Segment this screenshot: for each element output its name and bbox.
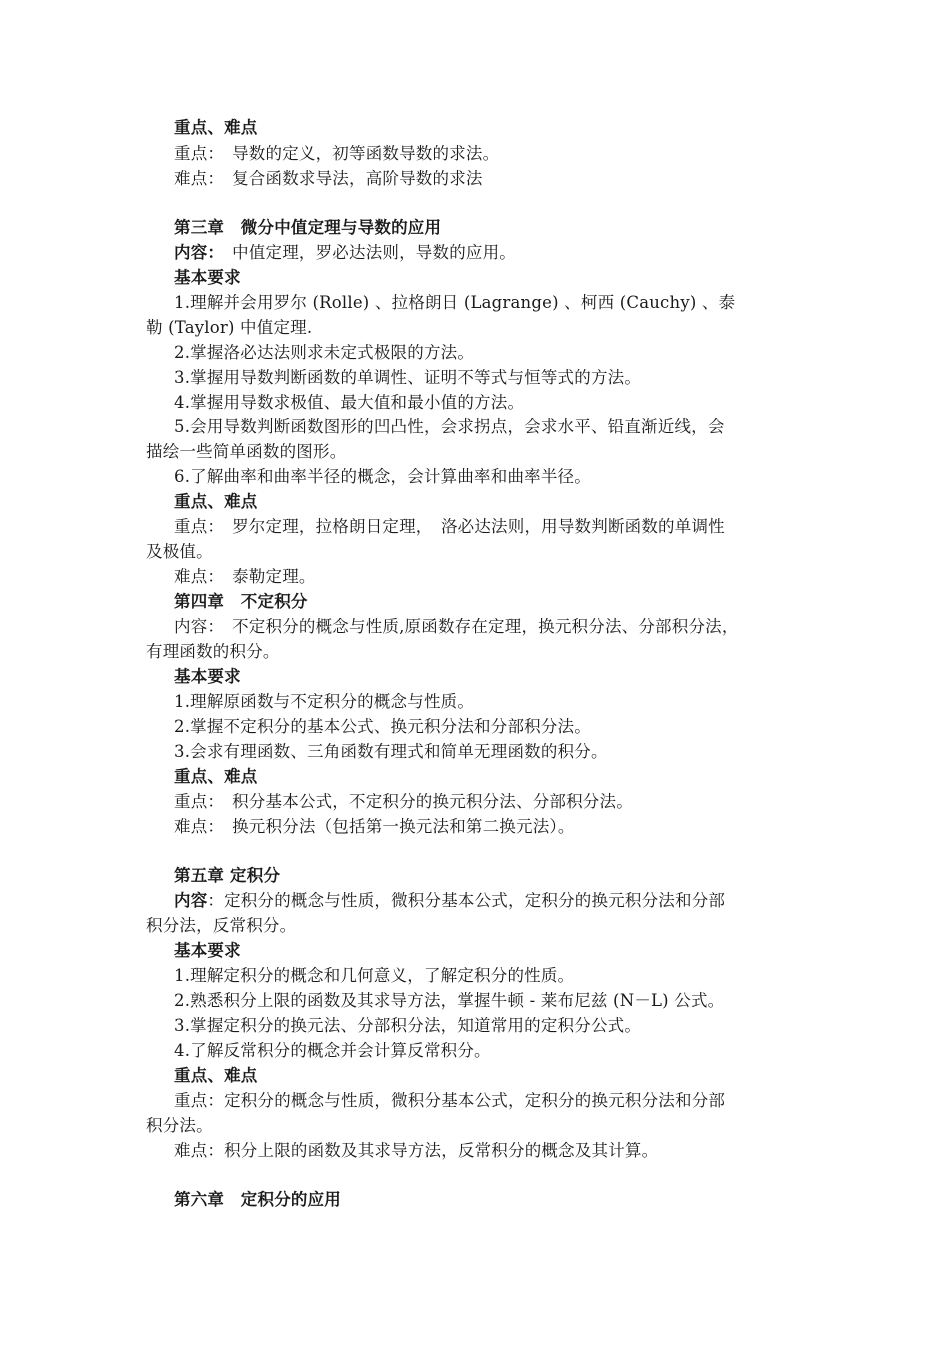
- difficulty-text: 换元积分法（包括第一换元法和第二换元法）。: [232, 817, 575, 836]
- content-line: [0, 615, 739, 639]
- requirement-item: 1.理解并会用罗尔 (Rolle) 、拉格朗日 (Lagrange) 、柯西 (Cauchy) 、泰: [174, 293, 736, 312]
- section-heading: 重点、难点: [174, 118, 258, 137]
- section-heading: 重点、难点: [174, 1066, 258, 1085]
- requirements-heading: 基本要求: [174, 941, 241, 960]
- difficulty-line: [0, 815, 575, 839]
- difficulty-text: 复合函数求导法，高阶导数的求法: [232, 169, 483, 188]
- content-line: [0, 889, 725, 913]
- requirement-item: 3.掌握定积分的换元法、分部积分法，知道常用的定积分公式。: [174, 1016, 642, 1035]
- section-heading: 重点、难点: [174, 767, 258, 786]
- difficulty-label: 难点：: [174, 817, 225, 836]
- section-heading: 重点、难点: [174, 492, 258, 511]
- requirement-item: 5.会用导数判断函数图形的凹凸性，会求拐点，会求水平、铅直渐近线，会: [174, 417, 725, 436]
- content-line-cont: 积分法，反常积分。: [146, 916, 297, 935]
- focus-line: 重点：定积分的概念与性质，微积分基本公式，定积分的换元积分法和分部: [174, 1091, 726, 1110]
- requirement-item: 2.熟悉积分上限的函数及其求导方法，掌握牛顿 - 莱布尼兹 (N－L) 公式。: [174, 991, 725, 1010]
- difficulty-text: 泰勒定理。: [232, 567, 316, 586]
- focus-line-cont: 积分法。: [146, 1116, 213, 1135]
- difficulty-label: 难点：: [174, 169, 225, 188]
- focus-text: 积分基本公式，不定积分的换元积分法、分部积分法。: [232, 792, 633, 811]
- focus-line: [0, 515, 725, 539]
- chapter-title: 第六章 定积分的应用: [174, 1190, 341, 1209]
- chapter-title: 第三章 微分中值定理与导数的应用: [174, 218, 442, 237]
- requirement-item: 2.掌握不定积分的基本公式、换元积分法和分部积分法。: [174, 717, 591, 736]
- focus-line-cont: 及极值。: [146, 542, 213, 561]
- requirement-item: 1.理解原函数与不定积分的概念与性质。: [174, 692, 475, 711]
- difficulty-line: 难点：积分上限的函数及其求导方法，反常积分的概念及其计算。: [174, 1141, 659, 1160]
- content-label: 内容：: [174, 617, 225, 636]
- content-label: 内容：: [174, 243, 225, 262]
- difficulty-line: [0, 565, 316, 589]
- requirement-item: 4.了解反常积分的概念并会计算反常积分。: [174, 1041, 491, 1060]
- requirements-heading: 基本要求: [174, 667, 241, 686]
- requirement-item-cont: 描绘一些简单函数的图形。: [146, 442, 347, 461]
- requirement-item: 4.掌握用导数求极值、最大值和最小值的方法。: [174, 393, 525, 412]
- content-text: 中值定理，罗必达法则，导数的应用。: [232, 243, 517, 262]
- focus-text: 罗尔定理，拉格朗日定理， 洛必达法则，用导数判断函数的单调性: [232, 517, 725, 536]
- focus-label: 重点：: [174, 144, 225, 163]
- focus-label: 重点：: [174, 517, 225, 536]
- content-line-cont: 有理函数的积分。: [146, 642, 280, 661]
- requirement-item-cont: 勒 (Taylor) 中值定理.: [146, 318, 313, 337]
- requirement-item: 1.理解定积分的概念和几何意义，了解定积分的性质。: [174, 966, 575, 985]
- chapter-title: 第五章 定积分: [174, 866, 281, 885]
- difficulty-label: 难点：: [174, 567, 225, 586]
- requirement-item: 2.掌握洛必达法则求未定式极限的方法。: [174, 343, 475, 362]
- requirement-item: 3.会求有理函数、三角函数有理式和简单无理函数的积分。: [174, 742, 608, 761]
- content-line: [0, 241, 516, 265]
- chapter-title: 第四章 不定积分: [174, 592, 308, 611]
- content-text: ：定积分的概念与性质，微积分基本公式，定积分的换元积分法和分部: [207, 891, 726, 910]
- requirement-item: 6.了解曲率和曲率半径的概念，会计算曲率和曲率半径。: [174, 467, 591, 486]
- content-label: 内容: [174, 891, 208, 910]
- focus-text: 导数的定义，初等函数导数的求法。: [232, 144, 500, 163]
- focus-line: [0, 790, 633, 814]
- focus-label: 重点：: [174, 792, 225, 811]
- requirements-heading: 基本要求: [174, 268, 241, 287]
- content-text: 不定积分的概念与性质,原函数存在定理，换元积分法、分部积分法，: [232, 617, 739, 636]
- requirement-item: 3.掌握用导数判断函数的单调性、证明不等式与恒等式的方法。: [174, 368, 642, 387]
- focus-line: [0, 142, 499, 166]
- difficulty-line: [0, 167, 483, 191]
